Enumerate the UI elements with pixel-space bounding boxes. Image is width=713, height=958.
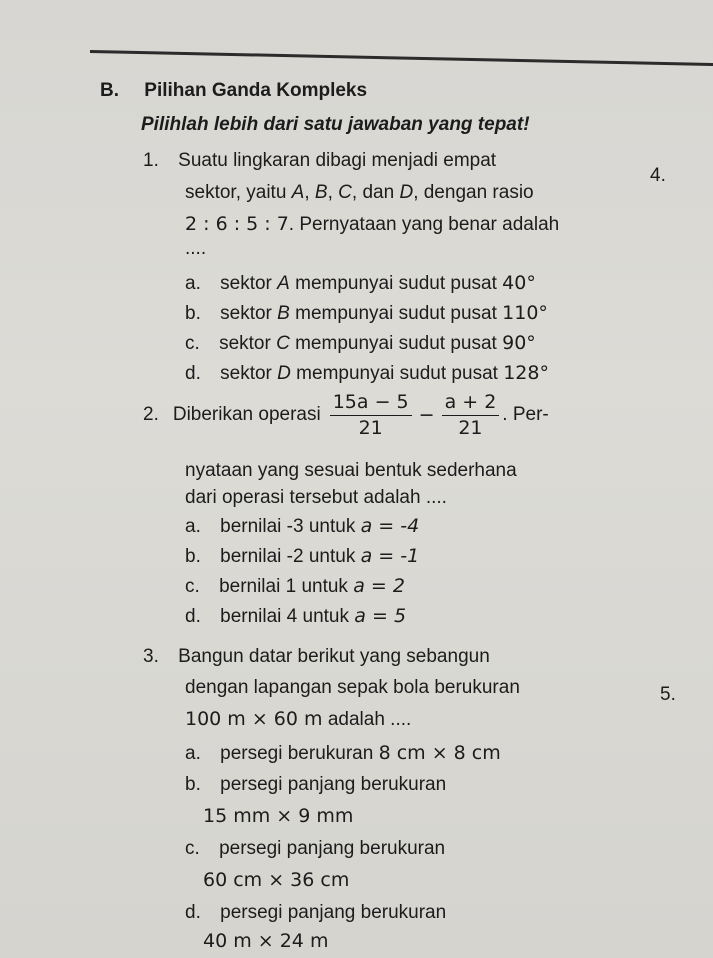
q1-line1 <box>143 150 496 172</box>
q3-line2: dengan lapangan sepak bola berukuran <box>185 677 520 698</box>
q1-option-b: b. sektor B mempunyai sudut pusat 110° <box>185 302 548 324</box>
q3-option-d: d. persegi panjang berukuran <box>185 902 447 923</box>
q3-option-a: a. persegi berukuran 8 cm × 8 cm <box>185 742 501 764</box>
q1-text-1: Suatu lingkaran dibagi menjadi empat <box>178 150 497 171</box>
q3-size: 100 m × 60 m <box>185 708 323 730</box>
q1-line2: sektor, yaitu A, B, C, dan D, dengan rasio <box>185 182 534 203</box>
q1-dots: .... <box>185 238 207 259</box>
section-title: Pilihan Ganda Kompleks <box>144 80 368 101</box>
q3-option-b: b. persegi panjang berukuran <box>185 774 447 795</box>
q2-fraction-2: $\frac{a + 2}{21}$ <box>442 392 500 439</box>
q1-option-c: c. sektor C mempunyai sudut pusat 90° <box>185 332 536 354</box>
q2-line2: nyataan yang sesuai bentuk sederhana <box>185 460 517 481</box>
q3-option-b-size: 15 mm × 9 mm <box>203 805 354 827</box>
q2-option-d: d. bernilai 4 untuk a = 5 <box>185 605 407 627</box>
q3-option-c-size: 60 cm × 36 cm <box>203 869 350 891</box>
q3-number: 3. <box>143 646 159 667</box>
q3-line1: 3. Bangun datar berikut yang sebangun <box>143 646 490 667</box>
q3-line3: 100 m × 60 m adalah .... <box>185 708 412 730</box>
q1-option-d: d. sektor D mempunyai sudut pusat 128° <box>185 362 549 384</box>
section-letter: B. <box>100 80 119 101</box>
q1-line3: 2 : 6 : 5 : 7. Pernyataan yang benar adalah <box>185 213 560 235</box>
q2-option-b: b. bernilai -2 untuk a = -1 <box>185 545 420 567</box>
side-number-4: 4. <box>650 165 666 186</box>
q1-ratio: 2 : 6 : 5 : 7 <box>185 213 289 235</box>
q2-line1: 2. Diberikan operasi $\frac{15a - 5}{21}$ − $\frac{a + 2}{21}$ . Per- <box>143 391 549 439</box>
q2-option-a: a. bernilai -3 untuk a = -4 <box>185 515 420 537</box>
q2-number: 2. <box>143 404 159 426</box>
q1-number: 1. <box>143 150 159 171</box>
q2-option-c: c. bernilai 1 untuk a = 2 <box>185 575 405 597</box>
side-number-5: 5. <box>660 684 676 705</box>
q2-fraction-1: $\frac{15a - 5}{21}$ <box>330 392 412 439</box>
q1-option-a: a. sektor A mempunyai sudut pusat 40° <box>185 272 536 294</box>
instruction-text: Pilihlah lebih dari satu jawaban yang tepat! <box>141 114 530 135</box>
section-heading <box>100 80 367 102</box>
q3-option-c: c. persegi panjang berukuran <box>185 838 446 859</box>
q2-line3: dari operasi tersebut adalah .... <box>185 487 447 508</box>
q3-option-d-size: 40 m × 24 m <box>203 930 329 952</box>
